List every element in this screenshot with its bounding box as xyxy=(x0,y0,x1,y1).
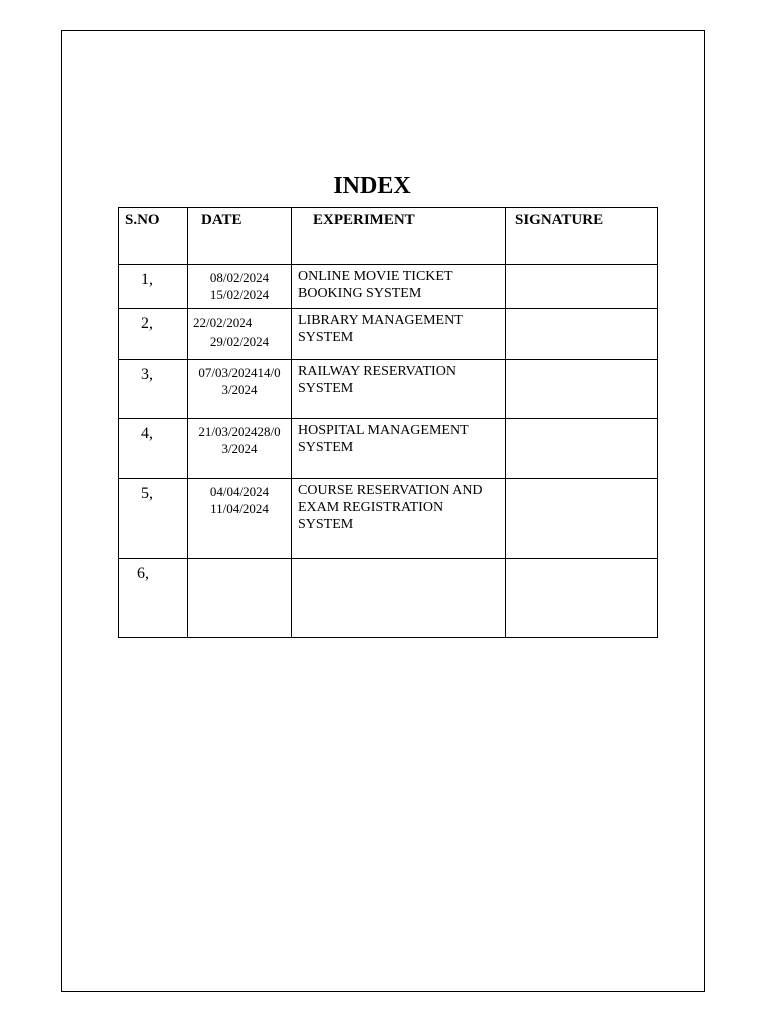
row-sno: 2, xyxy=(119,309,188,360)
row-date xyxy=(188,419,292,479)
table-header-row xyxy=(119,208,658,265)
date-end: 15/02/2024 xyxy=(209,287,270,302)
date-start: 22/02/2024 xyxy=(193,315,253,330)
index-table xyxy=(118,207,658,638)
row-date xyxy=(188,360,292,419)
date-end: 3/2024 xyxy=(221,382,258,397)
row-experiment: ONLINE MOVIE TICKET BOOKING SYSTEM xyxy=(292,265,506,309)
date-end: 11/04/2024 xyxy=(210,501,269,516)
row-sno: 4, xyxy=(119,419,188,479)
row-sno: 3, xyxy=(119,360,188,419)
row-signature xyxy=(506,559,658,638)
table-row xyxy=(119,559,658,638)
row-date xyxy=(188,265,292,309)
header-signature: SIGNATURE xyxy=(506,208,658,265)
row-experiment: HOSPITAL MANAGEMENT SYSTEM xyxy=(292,419,506,479)
table-row xyxy=(119,360,658,419)
row-signature xyxy=(506,265,658,309)
row-signature xyxy=(506,479,658,559)
date-start: 08/02/2024 xyxy=(209,270,270,285)
row-sno: 1, xyxy=(119,265,188,309)
row-experiment xyxy=(292,559,506,638)
header-sno: S.NO xyxy=(119,208,188,265)
header-experiment: EXPERIMENT xyxy=(292,208,506,265)
page-title: INDEX xyxy=(333,173,411,199)
table-row xyxy=(119,309,658,360)
row-date xyxy=(188,559,292,638)
row-experiment: LIBRARY MANAGEMENT SYSTEM xyxy=(292,309,506,360)
row-signature xyxy=(506,419,658,479)
table-row xyxy=(119,479,658,559)
table-row xyxy=(119,265,658,309)
row-date xyxy=(188,479,292,559)
row-sno: 5, xyxy=(119,479,188,559)
header-date: DATE xyxy=(188,208,292,265)
row-signature xyxy=(506,309,658,360)
row-experiment: RAILWAY RESERVATION SYSTEM xyxy=(292,360,506,419)
document-page xyxy=(61,30,705,992)
row-experiment: COURSE RESERVATION AND EXAM REGISTRATION SYSTEM xyxy=(292,479,506,559)
row-date xyxy=(188,309,292,360)
date-end: 29/02/2024 xyxy=(209,334,270,349)
date-start: 21/03/202428/0 xyxy=(198,424,281,439)
date-start: 04/04/2024 xyxy=(209,484,270,499)
row-sno: 6, xyxy=(119,559,188,638)
date-start: 07/03/202414/0 xyxy=(198,365,281,380)
table-row xyxy=(119,419,658,479)
row-signature xyxy=(506,360,658,419)
date-end: 3/2024 xyxy=(221,441,258,456)
